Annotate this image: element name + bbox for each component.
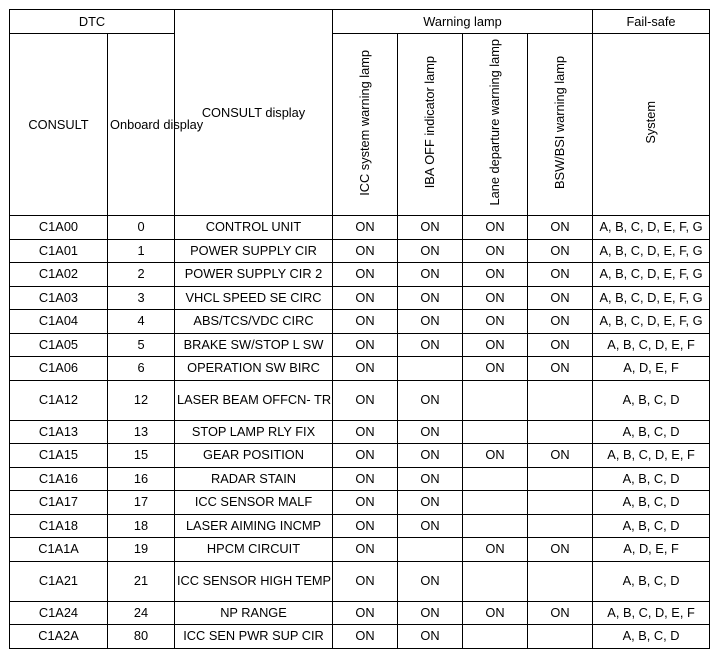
dtc-onboard-display-cell: 24 (108, 601, 175, 625)
icc-system-warning-lamp-cell: ON (333, 420, 398, 444)
fail-safe-system-cell: A, B, C, D, E, F (593, 444, 710, 468)
bsw-bsi-warning-lamp-cell: ON (528, 333, 593, 357)
dtc-table (9, 9, 710, 649)
lane-departure-warning-lamp-cell: ON (463, 444, 528, 468)
consult-display-cell: ICC SEN PWR SUP CIR (175, 625, 333, 649)
bsw-bsi-warning-lamp-cell (528, 467, 593, 491)
fail-safe-header: Fail-safe (593, 10, 710, 34)
icc-system-warning-lamp-cell: ON (333, 310, 398, 334)
dtc-table-body (10, 216, 710, 649)
table-row (10, 239, 710, 263)
bsw-bsi-warning-lamp-cell (528, 491, 593, 515)
icc-system-warning-lamp-cell: ON (333, 263, 398, 287)
lane-departure-warning-lamp-cell (463, 467, 528, 491)
fail-safe-system-cell: A, D, E, F (593, 357, 710, 381)
table-row (10, 444, 710, 468)
fail-safe-system-cell: A, B, C, D, E, F (593, 333, 710, 357)
consult-display-cell: BRAKE SW/STOP L SW (175, 333, 333, 357)
lane-departure-warning-lamp-cell (463, 420, 528, 444)
dtc-onboard-display-cell: 19 (108, 538, 175, 562)
table-row (10, 333, 710, 357)
fail-safe-system-label: System (643, 101, 659, 144)
dtc-consult-code-cell: C1A05 (10, 333, 108, 357)
dtc-consult-code-cell: C1A01 (10, 239, 108, 263)
lane-departure-warning-lamp-cell (463, 380, 528, 420)
fail-safe-system-cell: A, B, C, D, E, F, G (593, 239, 710, 263)
icc-system-warning-lamp-cell: ON (333, 467, 398, 491)
warning-lamp-header: Warning lamp (333, 10, 593, 34)
icc-system-warning-lamp-cell: ON (333, 239, 398, 263)
table-row (10, 263, 710, 287)
dtc-onboard-display-cell: 6 (108, 357, 175, 381)
table-row (10, 467, 710, 491)
fail-safe-system-header (593, 34, 710, 216)
iba-off-indicator-lamp-cell: ON (398, 216, 463, 240)
icc-system-warning-lamp-cell: ON (333, 333, 398, 357)
icc-system-warning-lamp-cell: ON (333, 491, 398, 515)
consult-display-cell: VHCL SPEED SE CIRC (175, 286, 333, 310)
icc-system-warning-lamp-cell: ON (333, 357, 398, 381)
fail-safe-system-cell: A, B, C, D (593, 380, 710, 420)
bsw-bsi-warning-lamp-cell: ON (528, 357, 593, 381)
lane-departure-warning-lamp-label: Lane departure warning lamp (487, 39, 502, 206)
fail-safe-system-cell: A, B, C, D (593, 625, 710, 649)
lane-departure-warning-lamp-header (463, 34, 528, 216)
dtc-onboard-display-cell: 16 (108, 467, 175, 491)
consult-display-cell: POWER SUPPLY CIR (175, 239, 333, 263)
dtc-table-header (10, 10, 710, 216)
lane-departure-warning-lamp-cell (463, 625, 528, 649)
iba-off-indicator-lamp-cell: ON (398, 625, 463, 649)
bsw-bsi-warning-lamp-cell (528, 420, 593, 444)
bsw-bsi-warning-lamp-cell: ON (528, 538, 593, 562)
fail-safe-system-cell: A, B, C, D (593, 467, 710, 491)
lane-departure-warning-lamp-cell: ON (463, 286, 528, 310)
dtc-consult-code-cell: C1A12 (10, 380, 108, 420)
fail-safe-system-cell: A, B, C, D, E, F, G (593, 310, 710, 334)
table-row (10, 380, 710, 420)
lane-departure-warning-lamp-cell: ON (463, 216, 528, 240)
iba-off-indicator-lamp-cell: ON (398, 380, 463, 420)
icc-system-warning-lamp-label: ICC system warning lamp (357, 49, 372, 196)
bsw-bsi-warning-lamp-cell: ON (528, 216, 593, 240)
bsw-bsi-warning-lamp-cell (528, 625, 593, 649)
bsw-bsi-warning-lamp-cell (528, 514, 593, 538)
dtc-consult-code-cell: C1A15 (10, 444, 108, 468)
header-row-bottom (10, 34, 710, 216)
table-row (10, 310, 710, 334)
icc-system-warning-lamp-cell: ON (333, 561, 398, 601)
iba-off-indicator-lamp-cell: ON (398, 514, 463, 538)
table-row (10, 601, 710, 625)
dtc-consult-code-cell: C1A24 (10, 601, 108, 625)
table-row (10, 216, 710, 240)
dtc-consult-code-cell: C1A02 (10, 263, 108, 287)
table-row (10, 357, 710, 381)
fail-safe-system-cell: A, B, C, D (593, 420, 710, 444)
icc-system-warning-lamp-cell: ON (333, 601, 398, 625)
fail-safe-system-cell: A, D, E, F (593, 538, 710, 562)
icc-system-warning-lamp-header (333, 34, 398, 216)
table-row (10, 625, 710, 649)
lane-departure-warning-lamp-cell: ON (463, 239, 528, 263)
dtc-consult-code-cell: C1A06 (10, 357, 108, 381)
iba-off-indicator-lamp-cell: ON (398, 333, 463, 357)
consult-display-cell: ICC SENSOR HIGH TEMP (175, 561, 333, 601)
consult-display-cell: STOP LAMP RLY FIX (175, 420, 333, 444)
dtc-header: DTC (10, 10, 175, 34)
bsw-bsi-warning-lamp-cell: ON (528, 601, 593, 625)
icc-system-warning-lamp-cell: ON (333, 380, 398, 420)
fail-safe-system-cell: A, B, C, D (593, 514, 710, 538)
iba-off-indicator-lamp-cell: ON (398, 310, 463, 334)
consult-display-cell: LASER BEAM OFFCN- TR (175, 380, 333, 420)
icc-system-warning-lamp-cell: ON (333, 216, 398, 240)
dtc-onboard-display-cell: 17 (108, 491, 175, 515)
fail-safe-system-cell: A, B, C, D (593, 561, 710, 601)
fail-safe-system-cell: A, B, C, D, E, F, G (593, 286, 710, 310)
iba-off-indicator-lamp-cell (398, 538, 463, 562)
table-row (10, 491, 710, 515)
consult-display-cell: RADAR STAIN (175, 467, 333, 491)
dtc-onboard-display-cell: 2 (108, 263, 175, 287)
dtc-consult-code-cell: C1A2A (10, 625, 108, 649)
dtc-consult-code-cell: C1A13 (10, 420, 108, 444)
table-row (10, 286, 710, 310)
dtc-consult-code-cell: C1A16 (10, 467, 108, 491)
icc-system-warning-lamp-cell: ON (333, 625, 398, 649)
consult-display-cell: HPCM CIRCUIT (175, 538, 333, 562)
dtc-consult-code-cell: C1A21 (10, 561, 108, 601)
onboard-display-header: Onboard display (108, 34, 175, 216)
dtc-consult-code-cell: C1A03 (10, 286, 108, 310)
iba-off-indicator-lamp-header (398, 34, 463, 216)
iba-off-indicator-lamp-cell: ON (398, 561, 463, 601)
lane-departure-warning-lamp-cell: ON (463, 357, 528, 381)
table-row (10, 514, 710, 538)
bsw-bsi-warning-lamp-header (528, 34, 593, 216)
dtc-onboard-display-cell: 5 (108, 333, 175, 357)
iba-off-indicator-lamp-cell: ON (398, 601, 463, 625)
table-row (10, 420, 710, 444)
consult-display-cell: POWER SUPPLY CIR 2 (175, 263, 333, 287)
dtc-consult-code-cell: C1A17 (10, 491, 108, 515)
table-row (10, 561, 710, 601)
iba-off-indicator-lamp-cell: ON (398, 286, 463, 310)
bsw-bsi-warning-lamp-cell: ON (528, 263, 593, 287)
lane-departure-warning-lamp-cell: ON (463, 538, 528, 562)
icc-system-warning-lamp-cell: ON (333, 538, 398, 562)
dtc-consult-code-cell: C1A00 (10, 216, 108, 240)
iba-off-indicator-lamp-cell: ON (398, 420, 463, 444)
dtc-onboard-display-cell: 0 (108, 216, 175, 240)
bsw-bsi-warning-lamp-cell: ON (528, 310, 593, 334)
fail-safe-system-cell: A, B, C, D, E, F, G (593, 216, 710, 240)
bsw-bsi-warning-lamp-cell: ON (528, 239, 593, 263)
iba-off-indicator-lamp-label: IBA OFF indicator lamp (422, 56, 437, 189)
dtc-onboard-display-cell: 1 (108, 239, 175, 263)
bsw-bsi-warning-lamp-cell: ON (528, 444, 593, 468)
fail-safe-system-cell: A, B, C, D, E, F, G (593, 263, 710, 287)
dtc-consult-code-cell: C1A1A (10, 538, 108, 562)
lane-departure-warning-lamp-cell: ON (463, 601, 528, 625)
dtc-onboard-display-cell: 3 (108, 286, 175, 310)
consult-display-cell: CONTROL UNIT (175, 216, 333, 240)
bsw-bsi-warning-lamp-label: BSW/BSI warning lamp (552, 56, 568, 189)
iba-off-indicator-lamp-cell: ON (398, 263, 463, 287)
consult-code-header: CONSULT (10, 34, 108, 216)
lane-departure-warning-lamp-cell (463, 514, 528, 538)
bsw-bsi-warning-lamp-cell: ON (528, 286, 593, 310)
dtc-onboard-display-cell: 21 (108, 561, 175, 601)
lane-departure-warning-lamp-cell: ON (463, 333, 528, 357)
iba-off-indicator-lamp-cell: ON (398, 467, 463, 491)
consult-display-cell: NP RANGE (175, 601, 333, 625)
dtc-onboard-display-cell: 15 (108, 444, 175, 468)
iba-off-indicator-lamp-cell: ON (398, 239, 463, 263)
consult-display-cell: GEAR POSITION (175, 444, 333, 468)
consult-display-cell: LASER AIMING INCMP (175, 514, 333, 538)
dtc-consult-code-cell: C1A18 (10, 514, 108, 538)
icc-system-warning-lamp-cell: ON (333, 286, 398, 310)
iba-off-indicator-lamp-cell: ON (398, 491, 463, 515)
dtc-onboard-display-cell: 12 (108, 380, 175, 420)
table-row (10, 538, 710, 562)
fail-safe-system-cell: A, B, C, D, E, F (593, 601, 710, 625)
iba-off-indicator-lamp-cell (398, 357, 463, 381)
dtc-consult-code-cell: C1A04 (10, 310, 108, 334)
header-row-top (10, 10, 710, 34)
dtc-onboard-display-cell: 4 (108, 310, 175, 334)
fail-safe-system-cell: A, B, C, D (593, 491, 710, 515)
lane-departure-warning-lamp-cell (463, 491, 528, 515)
dtc-onboard-display-cell: 13 (108, 420, 175, 444)
consult-display-cell: ICC SENSOR MALF (175, 491, 333, 515)
lane-departure-warning-lamp-cell: ON (463, 310, 528, 334)
consult-display-header: CONSULT display (175, 10, 333, 216)
dtc-onboard-display-cell: 18 (108, 514, 175, 538)
lane-departure-warning-lamp-cell (463, 561, 528, 601)
bsw-bsi-warning-lamp-cell (528, 561, 593, 601)
lane-departure-warning-lamp-cell: ON (463, 263, 528, 287)
iba-off-indicator-lamp-cell: ON (398, 444, 463, 468)
icc-system-warning-lamp-cell: ON (333, 444, 398, 468)
bsw-bsi-warning-lamp-cell (528, 380, 593, 420)
dtc-onboard-display-cell: 80 (108, 625, 175, 649)
icc-system-warning-lamp-cell: ON (333, 514, 398, 538)
consult-display-cell: OPERATION SW BIRC (175, 357, 333, 381)
consult-display-cell: ABS/TCS/VDC CIRC (175, 310, 333, 334)
